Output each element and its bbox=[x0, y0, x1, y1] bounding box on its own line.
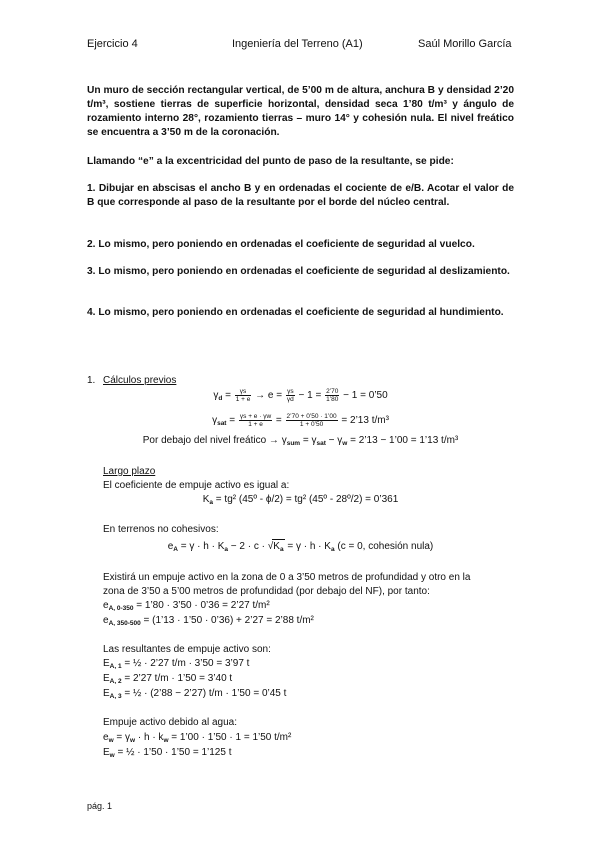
text-line: El coeficiente de empuje activo es igual a: bbox=[103, 480, 290, 491]
equation-dry-density: $\gamma_d$ = $\frac{\gamma s}{1 + e}$ → e = $\frac{\gamma s}{\gamma d}$ − 1 = $\frac{2’70}{1’80}$ − 1 = 0’50 bbox=[213, 388, 388, 403]
text-line: zona de 3’50 a 5’00 metros de profundidad (por debajo del NF), por tanto: bbox=[103, 586, 430, 597]
equation-line: $E_{A, 2}$ = 2’27 t/m · 1’50 = 3’40 t bbox=[103, 673, 233, 685]
equation-line: $e_{A, 350-500}$ = (1’13 · 1’50 · 0’36) + 2’27 = 2’88 t/m² bbox=[103, 615, 314, 627]
equation-line: $e_{A, 0-350}$ = 1’80 · 3’50 · 0’36 = 2’27 t/m² bbox=[103, 600, 270, 612]
statement-item-1: 1. Dibujar en abscisas el ancho B y en ordenadas el cociente de e/B. Acotar el valor de B que corresponde al paso de la resultante por el borde del núcleo central. bbox=[87, 183, 514, 208]
statement-item-3: 3. Lo mismo, pero poniendo en ordenadas el coeficiente de seguridad al deslizamiento. bbox=[87, 266, 510, 277]
subsection-title: Largo plazo bbox=[103, 466, 156, 477]
equation-line: $E_{A, 3}$ = ½ · (2’88 − 2’27) t/m · 1’50 = 0’45 t bbox=[103, 688, 287, 700]
equation-submerged-density: Por debajo del nivel freático → $\gamma_{sum} = \gamma_{sat} - \gamma_w$ = 2’13 − 1’00 = 1’13 t/m³ bbox=[142, 435, 459, 447]
statement-item-4: 4. Lo mismo, pero poniendo en ordenadas el coeficiente de seguridad al hundimiento. bbox=[87, 307, 504, 318]
equation-line: $E_{A, 1}$ = ½ · 2’27 t/m · 3’50 = 3’97 t bbox=[103, 658, 250, 670]
text-line: Empuje activo debido al agua: bbox=[103, 717, 237, 728]
section-title: Cálculos previos bbox=[103, 375, 177, 386]
statement-paragraph-2: Llamando “e” a la excentricidad del punto de paso de la resultante, se pide: bbox=[87, 156, 454, 167]
header-left: Ejercicio 4 bbox=[87, 38, 138, 50]
text-line: Existirá un empuje activo en la zona de 0 a 3’50 metros de profundidad y otro en la bbox=[103, 572, 471, 583]
statement-item-2: 2. Lo mismo, pero poniendo en ordenadas el coeficiente de seguridad al vuelco. bbox=[87, 239, 475, 250]
statement-paragraph-1: Un muro de sección rectangular vertical, de 5’00 m de altura, anchura B y densidad 2’20 t/m³, sostiene tierras de superficie horizontal, densidad seca 1’80 t/m³ y ángulo de rozamiento interno 28°, rozamiento tierras – muro 14° y cohesión nula. El nivel freático se encuentra a 3’50 m de la coronación. bbox=[87, 85, 514, 138]
page-number: pág. 1 bbox=[87, 801, 113, 811]
section-number: 1. bbox=[87, 375, 96, 386]
equation-saturated-density: $\gamma_{sat}$ = $\frac{\gamma s + e \cdot \gamma w}{1 + e}$ = $\frac{2’70 + 0’50 \cdot 1’00}{1 + 0’50}$ = 2’13 t/m³ bbox=[212, 413, 389, 428]
equation-active-pressure: $e_A = \gamma \cdot h \cdot K_a - 2 \cdot c \cdot √K_a = \gamma \cdot h \cdot K_a$ (c = 0, cohesión nula) bbox=[87, 539, 514, 556]
header-center: Ingeniería del Terreno (A1) bbox=[232, 38, 363, 50]
header-right: Saúl Morillo García bbox=[418, 38, 512, 50]
text-line: Las resultantes de empuje activo son: bbox=[103, 644, 271, 655]
equation-ka: $K_a = tg^2$ (45º - ϕ/2) = tg² (45º - 28º/2) = 0’361 bbox=[202, 494, 399, 506]
equation-line: $e_w = \gamma_w \cdot h \cdot k_w$ = 1’00 · 1’50 · 1 = 1’50 t/m² bbox=[103, 732, 292, 744]
text-line: En terrenos no cohesivos: bbox=[103, 524, 219, 535]
equation-line: $E_w$ = ½ · 1’50 · 1’50 = 1’125 t bbox=[103, 747, 232, 759]
